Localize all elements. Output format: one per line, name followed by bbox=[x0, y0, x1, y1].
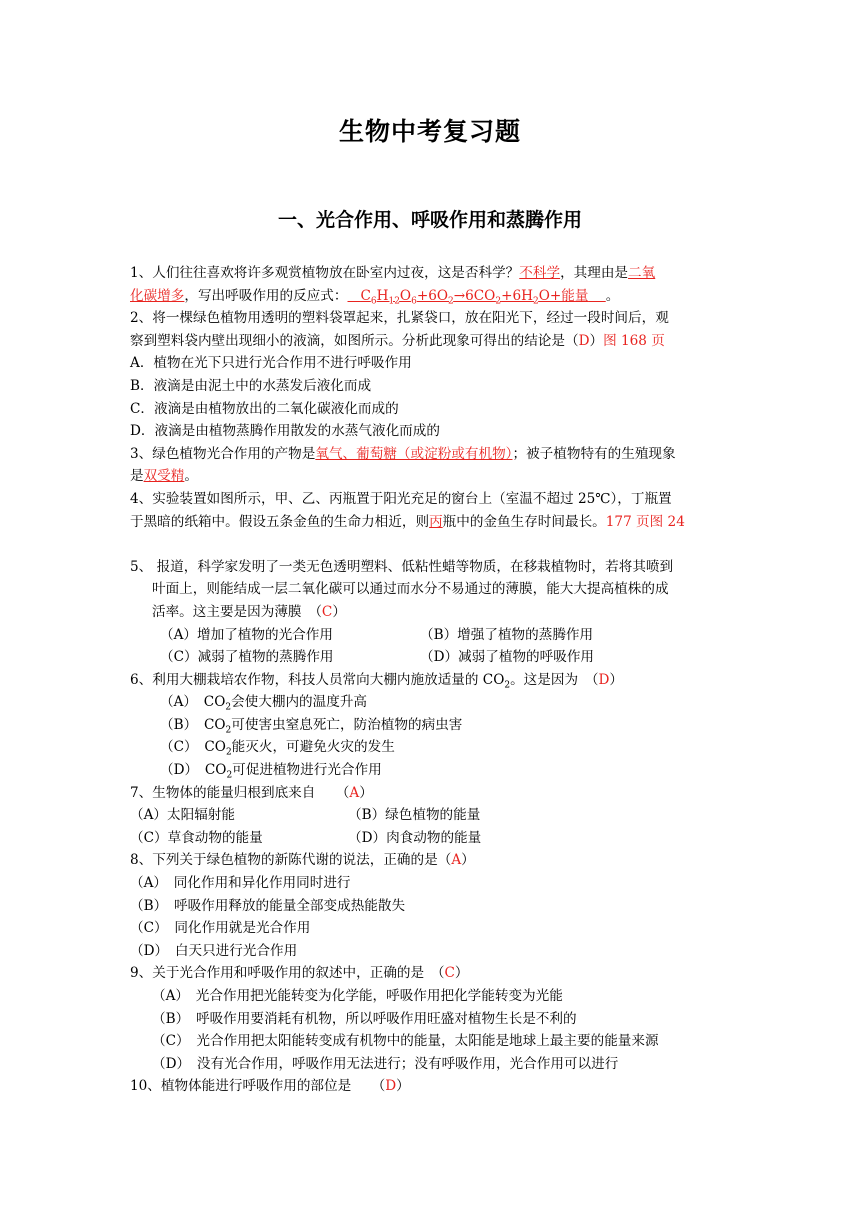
q6-option-b: （B） $CO_2$可使害虫窒息死亡，防治植物的病虫害 bbox=[160, 716, 463, 736]
q2-option-c: C．液滴是由植物放出的二氧化碳液化而成的 bbox=[130, 400, 399, 417]
q8-answer: A bbox=[451, 852, 462, 869]
question-list bbox=[130, 262, 732, 1098]
q5-option-a: （A）增加了植物的光合作用 bbox=[160, 626, 333, 643]
q2-line2: 察到塑料袋内壁出现细小的液滴，如图所示。分析此现象可得出的结论是（D）图 168 页 bbox=[130, 332, 665, 349]
q3-line1: 3、绿色植物光合作用的产物是氧气、葡萄糖（或淀粉或有机物）；被子植物特有的生殖现象 bbox=[130, 445, 676, 462]
q7-options-row1 bbox=[130, 804, 732, 827]
q5-options-row2 bbox=[130, 646, 732, 669]
q3-answer-1: 氧气、葡萄糖（或淀粉或有机物） bbox=[315, 445, 513, 462]
q8-option-d: （D） 白天只进行光合作用 bbox=[130, 942, 298, 959]
q6-option-c: （C） $CO_2$能灭火，可避免火灾的发生 bbox=[160, 739, 395, 759]
q10-line1: 10、植物体能进行呼吸作用的部位是 （D） bbox=[130, 1078, 410, 1095]
q1-answer-2a: 二氧 bbox=[628, 265, 656, 281]
q2-page-ref: 图 168 页 bbox=[603, 332, 665, 349]
q7-option-d: （D）肉食动物的能量 bbox=[348, 829, 482, 846]
q6-option-a: （A） $CO_2$会使大棚内的温度升高 bbox=[160, 694, 368, 713]
q5-option-c: （C）减弱了植物的蒸腾作用 bbox=[160, 649, 334, 666]
q1-line2: 化碳增多，写出呼吸作用的反应式： $C_6H_{12}O_6+6O_2\to 6CO_2+6H_2O+$能量 。 bbox=[130, 287, 620, 307]
q1-answer-1: 不科学 bbox=[519, 265, 561, 281]
q3-line2: 是双受精。 bbox=[130, 468, 198, 485]
q8-line1: 8、下列关于绿色植物的新陈代谢的说法，正确的是（A） bbox=[130, 852, 475, 869]
q9-answer: C bbox=[444, 965, 455, 982]
q5-answer: C bbox=[321, 603, 333, 620]
q9-line1: 9、关于光合作用和呼吸作用的叙述中，正确的是 （C） bbox=[130, 965, 469, 982]
q5-options-row1 bbox=[130, 624, 732, 647]
q7-options-row2 bbox=[130, 827, 732, 850]
q8-option-c: （C） 同化作用就是光合作用 bbox=[130, 920, 311, 937]
blank-line bbox=[130, 533, 732, 556]
q3-answer-2: 双受精 bbox=[143, 468, 185, 485]
q6-answer: D bbox=[598, 671, 610, 688]
q5-line3: 活率。这主要是因为薄膜 （C） bbox=[152, 603, 346, 620]
q4-answer: 丙 bbox=[429, 513, 443, 530]
q6-line1: 6、利用大棚栽培农作物，科技人员常向大棚内施放适量的 $CO_2$。这是因为 （D） bbox=[130, 671, 623, 691]
q7-option-a: （A）太阳辐射能 bbox=[130, 807, 235, 824]
q7-answer: A bbox=[349, 784, 360, 801]
q7-option-b: （B）绿色植物的能量 bbox=[348, 807, 481, 824]
q9-option-c: （C） 光合作用把太阳能转变成有机物中的能量，太阳能是地球上最主要的能量来源 bbox=[152, 1033, 659, 1050]
q8-option-b: （B） 呼吸作用释放的能量全部变成热能散失 bbox=[130, 897, 406, 914]
q2-line1: 2、将一棵绿色植物用透明的塑料袋罩起来，扎紧袋口，放在阳光下，经过一段时间后，观 bbox=[130, 310, 669, 327]
q5-option-d: （D）减弱了植物的呼吸作用 bbox=[420, 649, 595, 666]
q2-option-d: D．液滴是由植物蒸腾作用散发的水蒸气液化而成的 bbox=[130, 423, 440, 440]
q1-line1: 1、人们往往喜欢将许多观赏植物放在卧室内过夜，这是否科学？不科学，其理由是二氧 bbox=[130, 265, 656, 281]
q6-option-d: （D） $CO_2$可促进植物进行光合作用 bbox=[160, 762, 382, 781]
q5-option-b: （B）增强了植物的蒸腾作用 bbox=[420, 626, 594, 643]
q7-line1: 7、生物体的能量归根到底来自 （A） bbox=[130, 784, 373, 801]
q9-option-d: （D） 没有光合作用，呼吸作用无法进行；没有呼吸作用，光合作用可以进行 bbox=[152, 1055, 619, 1072]
q4-page-ref: 177 页图 24 bbox=[605, 513, 685, 530]
q4-line2: 于黑暗的纸箱中。假设五条金鱼的生命力相近，则丙瓶中的金鱼生存时间最长。177 页图 24 bbox=[130, 513, 685, 530]
q10-answer: D bbox=[385, 1078, 397, 1095]
q9-option-a: （A） 光合作用把光能转变为化学能，呼吸作用把化学能转变为光能 bbox=[152, 988, 563, 1004]
q8-option-a: （A） 同化作用和异化作用同时进行 bbox=[130, 875, 351, 892]
document-title: 生物中考复习题 bbox=[338, 117, 521, 146]
q9-option-b: （B） 呼吸作用要消耗有机物，所以呼吸作用旺盛对植物生长是不利的 bbox=[152, 1010, 577, 1027]
q7-option-c: （C）草食动物的能量 bbox=[130, 829, 263, 846]
q4-line1: 4、实验装置如图所示，甲、乙、丙瓶置于阳光充足的窗台上（室温不超过 25℃），丁瓶置 bbox=[130, 490, 672, 507]
q2-answer: D bbox=[578, 332, 590, 349]
section-heading: 一、光合作用、呼吸作用和蒸腾作用 bbox=[277, 209, 582, 231]
q5-line2: 叶面上，则能结成一层二氧化碳可以通过而水分不易通过的薄膜，能大大提高植株的成 bbox=[152, 581, 669, 598]
q1-equation: $C_6H_{12}O_6+6O_2\to 6CO_2+6H_2O+$能量 bbox=[360, 287, 589, 307]
q2-option-b: B．液滴是由泥土中的水蒸发后液化而成 bbox=[130, 377, 372, 394]
q2-option-a: A．植物在光下只进行光合作用不进行呼吸作用 bbox=[130, 355, 412, 372]
q1-answer-2b: 化碳增多 bbox=[130, 287, 185, 304]
q5-line1: 5、 报道，科学家发明了一类无色透明塑料、低粘性蜡等物质，在移栽植物时，若将其喷到 bbox=[130, 558, 674, 575]
